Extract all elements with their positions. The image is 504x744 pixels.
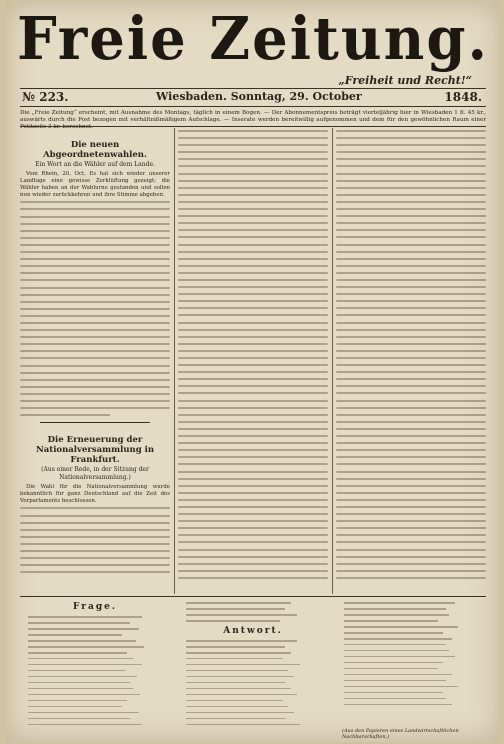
- poem-title: Antwort.: [223, 625, 283, 636]
- text-lines: [20, 507, 170, 573]
- article-body: Vom Rhein, 20. Oct. Es hat sich wieder unserer Landtage eine gewisse Zerklüftung gezeigt; die Wähler haben an der Wahlurne gestanden und sollen nun wieder zurückkehren und ihre Stimme abgeben.: [20, 171, 170, 199]
- article-headline: Die neuen Abgeordnetenwahlen.: [43, 140, 147, 160]
- poem-antwort: [178, 602, 328, 738]
- column-1: [20, 128, 170, 594]
- dateline-rule: [20, 106, 486, 107]
- issue-number: № 223.: [22, 90, 69, 104]
- issue-year: 1848.: [444, 90, 482, 104]
- poem-continuation: [336, 602, 486, 738]
- masthead-motto: „Freiheit und Recht!“: [338, 74, 472, 87]
- article-subheadline: (Aus einer Rede, in der Sitzung der Nationalversammlung.): [41, 466, 149, 482]
- newspaper-page: [6, 2, 500, 742]
- column-2: [178, 128, 328, 594]
- article-subheadline: Ein Wort an die Wähler auf dem Lande.: [35, 161, 155, 168]
- column-divider: [174, 128, 175, 594]
- place-date: Wiesbaden. Sonntag, 29. October: [156, 90, 362, 103]
- feuilleton-rule: [20, 596, 486, 597]
- text-lines: [178, 130, 328, 579]
- column-3: [336, 128, 486, 594]
- subscription-notice: Die „Freie Zeitung“ erscheint, mit Ausnahme des Montags, täglich in einem Bogen. — Der Abonnementspreis beträgt vierteljährig hier in Wiesbaden 1 fl. 45 kr., auswärts durch die Post bezogen mit verhältnißmäßigem Aufschlage. — Inserate werden bereitwillig aufgenommen und dem für den gewöhnlichen Raum einer Petitzeile 3 kr. berechnet.: [20, 110, 486, 130]
- top-rule: [20, 88, 486, 89]
- notice-rule: [20, 126, 486, 127]
- article-headline: Die Erneuerung der Nationalversammlung in Frankfurt.: [35, 435, 155, 466]
- text-lines: [336, 130, 486, 579]
- column-divider: [332, 128, 333, 594]
- poem-frage: [20, 602, 170, 738]
- footnote: (Aus den Papieren eines Landwirtschaftlichen Nachbarschaften.): [342, 728, 459, 740]
- masthead-title: Freie Zeitung.: [16, 4, 490, 74]
- dateline: [20, 90, 486, 106]
- text-lines: [20, 201, 170, 416]
- poem-title: Frage.: [73, 602, 117, 612]
- article-body: Die Wahl für die Nationalversammlung wurde bekanntlich für ganz Deutschland auf die Zeit des Vorparlaments beschlossen.: [20, 484, 170, 505]
